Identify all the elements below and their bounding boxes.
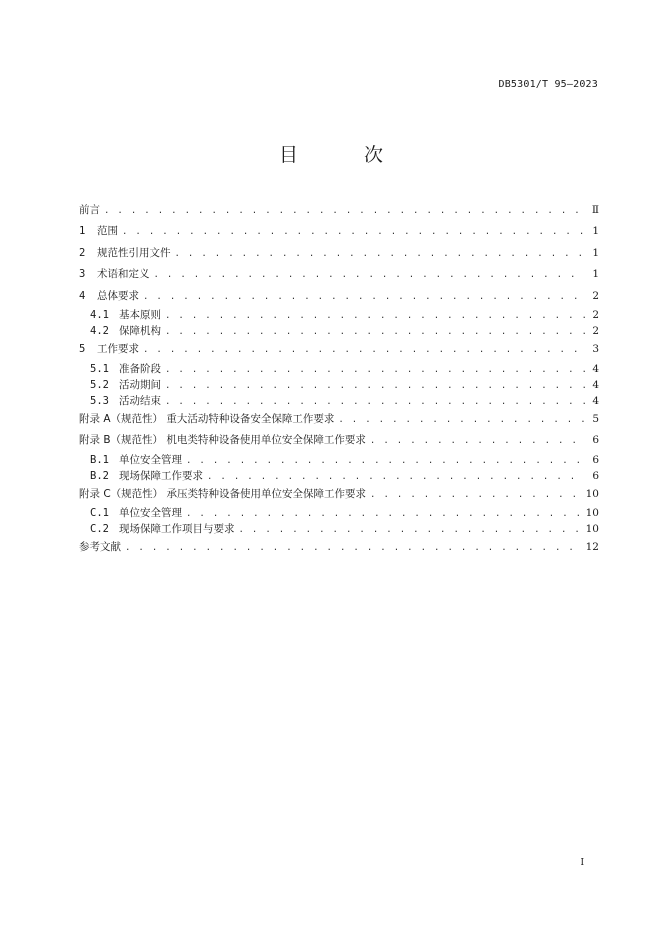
toc-entry-c-1[interactable] xyxy=(79,505,599,521)
toc-entry-label: 术语和定义 xyxy=(97,268,150,281)
toc-entry-page: 4 xyxy=(592,394,599,407)
toc-entry-number: 3 xyxy=(79,268,86,281)
toc-entry-4-1[interactable] xyxy=(79,307,599,323)
toc-entry-number: C.2 xyxy=(90,522,109,535)
toc-leader-dots xyxy=(165,394,585,410)
toc-entry-label: 规范性引用文件 xyxy=(97,246,171,259)
toc-entry-label: 现场保障工作要求 xyxy=(119,469,203,482)
toc-entry-page: 2 xyxy=(592,325,599,338)
toc-entry-page: 1 xyxy=(592,268,599,281)
page-title: 目 次 xyxy=(278,144,414,166)
toc-leader-dots xyxy=(207,469,585,485)
toc-entry-1[interactable] xyxy=(79,221,599,242)
toc-entry-label: 范围 xyxy=(97,225,118,238)
toc-entry-page: 10 xyxy=(585,522,599,535)
toc-leader-dots xyxy=(104,201,585,222)
toc-entry-4[interactable] xyxy=(79,286,599,307)
toc-entry-c-2[interactable] xyxy=(79,521,599,537)
toc-entry-label: 工作要求 xyxy=(97,343,139,356)
toc-leader-dots xyxy=(165,308,585,324)
toc-entry-3[interactable] xyxy=(79,264,599,285)
toc-entry-label: 总体要求 xyxy=(97,289,139,302)
toc-entry-label: 基本原则 xyxy=(119,309,161,322)
toc-entry-5-1[interactable] xyxy=(79,361,599,377)
toc-entry-number: 5.1 xyxy=(90,362,109,375)
footer-page-number: I xyxy=(580,858,584,868)
toc-leader-dots xyxy=(165,362,585,378)
toc-entry-appendix-b[interactable] xyxy=(79,430,599,451)
toc-leader-dots xyxy=(186,453,585,469)
toc-entry-bibliography[interactable] xyxy=(79,537,599,558)
toc-entry-number: 4.2 xyxy=(90,325,109,338)
toc-entry-number: 1 xyxy=(79,225,86,238)
toc-entry-foreword[interactable] xyxy=(79,200,599,221)
toc-entry-number: C.1 xyxy=(90,506,109,519)
toc-entry-page: 6 xyxy=(592,434,599,447)
toc-entry-label: 参考文献 xyxy=(79,540,121,553)
toc-entry-label: 保障机构 xyxy=(119,325,161,338)
toc-entry-number: 5.2 xyxy=(90,378,109,391)
toc-entry-label: 附录 B（规范性） 机电类特种设备使用单位安全保障工作要求 xyxy=(79,434,366,447)
toc-entry-number: B.2 xyxy=(90,469,109,482)
toc-leader-dots xyxy=(370,485,582,506)
toc-entry-number: 4.1 xyxy=(90,309,109,322)
document-code: DB5301/T 95—2023 xyxy=(498,79,598,90)
toc-leader-dots xyxy=(186,506,582,522)
toc-entry-label: 附录 A（规范性） 重大活动特种设备安全保障工作要求 xyxy=(79,412,335,425)
toc-entry-label: 现场保障工作项目与要求 xyxy=(119,522,235,535)
toc-leader-dots xyxy=(239,522,582,538)
toc-entry-label: 单位安全管理 xyxy=(119,453,182,466)
toc-entry-page: 5 xyxy=(592,412,599,425)
toc-entry-number: 2 xyxy=(79,246,86,259)
toc-entry-2[interactable] xyxy=(79,243,599,264)
toc-leader-dots xyxy=(338,410,585,431)
toc-leader-dots xyxy=(154,265,586,286)
toc-entry-5[interactable] xyxy=(79,339,599,360)
toc-entry-appendix-a[interactable] xyxy=(79,409,599,430)
toc-entry-number: 5 xyxy=(79,343,86,356)
toc-entry-page: 2 xyxy=(592,289,599,302)
toc-entry-label: 前言 xyxy=(79,204,100,216)
toc-entry-4-2[interactable] xyxy=(79,323,599,339)
toc-entry-page: 6 xyxy=(592,453,599,466)
toc-leader-dots xyxy=(370,431,585,452)
toc-entry-b-2[interactable] xyxy=(79,468,599,484)
toc-entry-label: 活动结束 xyxy=(119,394,161,407)
toc-entry-5-3[interactable] xyxy=(79,393,599,409)
toc-leader-dots xyxy=(122,222,585,243)
toc-entry-appendix-c[interactable] xyxy=(79,484,599,505)
toc-leader-dots xyxy=(125,538,582,559)
toc-entry-number: B.1 xyxy=(90,453,109,466)
toc-entry-label: 活动期间 xyxy=(119,378,161,391)
toc-entry-page: 4 xyxy=(592,378,599,391)
toc-leader-dots xyxy=(165,378,585,394)
toc-leader-dots xyxy=(165,324,585,340)
toc-entry-page: 12 xyxy=(585,540,599,553)
table-of-contents xyxy=(79,200,599,558)
toc-entry-label: 准备阶段 xyxy=(119,362,161,375)
toc-entry-number: 5.3 xyxy=(90,394,109,407)
toc-leader-dots xyxy=(175,244,586,265)
toc-entry-number: 4 xyxy=(79,289,86,302)
toc-entry-page: 1 xyxy=(592,225,599,238)
toc-entry-5-2[interactable] xyxy=(79,377,599,393)
toc-entry-label: 单位安全管理 xyxy=(119,506,182,519)
toc-leader-dots xyxy=(143,340,585,361)
toc-leader-dots xyxy=(143,287,585,308)
toc-entry-page: 3 xyxy=(592,343,599,356)
toc-entry-page: 6 xyxy=(592,469,599,482)
toc-entry-label: 附录 C（规范性） 承压类特种设备使用单位安全保障工作要求 xyxy=(79,487,367,500)
toc-entry-page: 10 xyxy=(585,487,599,500)
toc-entry-page: 10 xyxy=(585,506,599,519)
toc-entry-page: 1 xyxy=(592,246,599,259)
toc-entry-page: 4 xyxy=(592,362,599,375)
toc-entry-b-1[interactable] xyxy=(79,452,599,468)
toc-entry-page: 2 xyxy=(592,309,599,322)
toc-entry-page: Ⅱ xyxy=(591,204,599,216)
